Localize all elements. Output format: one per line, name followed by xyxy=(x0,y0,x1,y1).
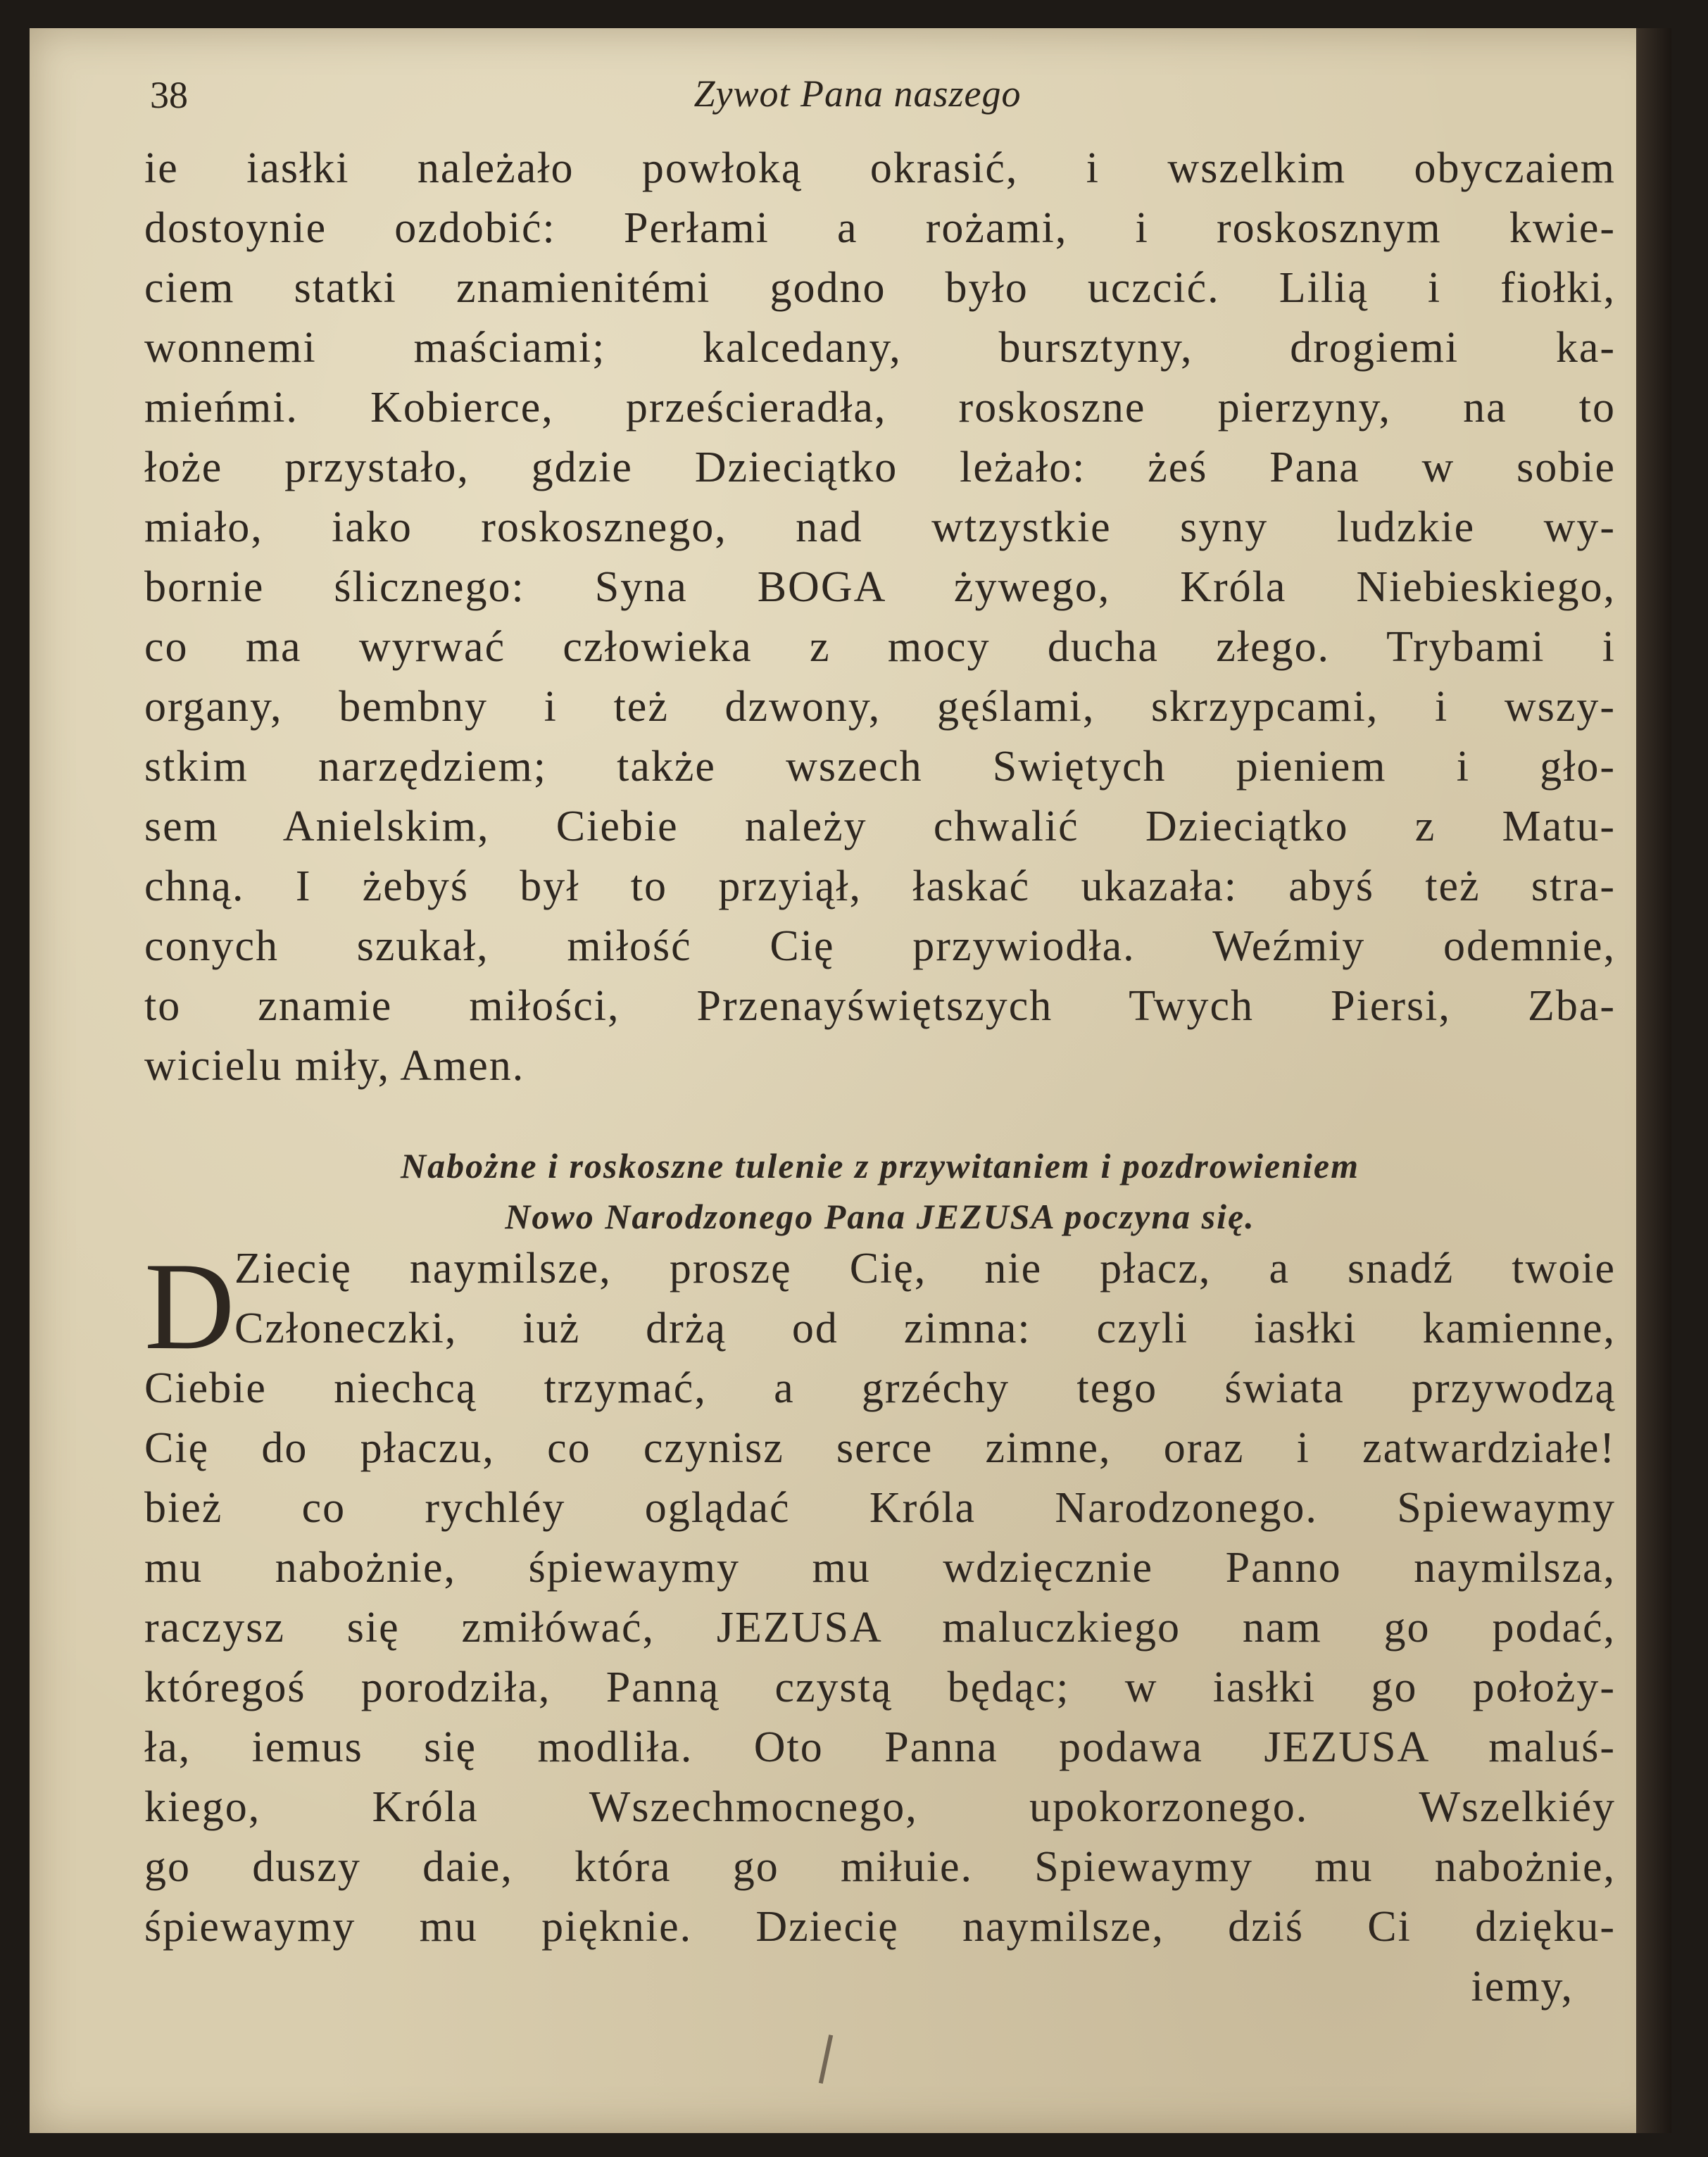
text-line: sem Anielskim, Ciebie należy chwalić Dzieciątko z Matu- xyxy=(144,803,1616,850)
text-line: organy, bembny i też dzwony, gęślami, skrzypcami, i wszy- xyxy=(144,683,1616,731)
text-line: wicielu miły, Amen. xyxy=(144,1042,525,1090)
text-line: mu nabożnie, śpiewaymy mu wdzięcznie Panno naymilsza, xyxy=(144,1544,1616,1592)
page-number: 38 xyxy=(150,74,188,116)
text-line: ie iasłki należało powłoką okrasić, i wszelkim obyczaiem xyxy=(144,144,1616,192)
text-line: łoże przystało, gdzie Dzieciątko leżało: żeś Pana w sobie xyxy=(144,444,1616,491)
text-line: ła, iemus się modliła. Oto Panna podawa JEZUSA maluś- xyxy=(144,1723,1616,1771)
text-line: to znamie miłości, Przenayświętszych Twych Piersi, Zba- xyxy=(144,982,1616,1030)
drop-cap: D xyxy=(144,1236,235,1376)
text-line: co ma wyrwać człowieka z mocy ducha złego. Trybami i xyxy=(144,623,1616,671)
heading-line: Nabożne i roskoszne tulenie z przywitaniem i pozdrowieniem xyxy=(401,1146,1360,1186)
catchword: iemy, xyxy=(1471,1963,1574,2011)
text-line: któregoś porodziła, Panną czystą będąc; w iasłki go położy- xyxy=(144,1664,1616,1711)
text-line: śpiewaymy mu pięknie. Dziecię naymilsze, dziś Ci dzięku- xyxy=(144,1903,1616,1951)
text-line: bież co rychléy oglądać Króla Narodzonego. Spiewaymy xyxy=(144,1484,1616,1532)
text-line: dostoynie ozdobić: Perłami a rożami, i roskosznym kwie- xyxy=(144,204,1616,252)
text-line: raczysz się zmiłówać, JEZUSA maluczkiego nam go podać, xyxy=(144,1604,1616,1652)
text-line: stkim narzędziem; także wszech Swiętych pieniem i gło- xyxy=(144,743,1616,791)
text-line: Ciebie niechcą trzymać, a grzéchy tego świata przywodzą xyxy=(144,1364,1616,1412)
text-line: chną. I żebyś był to przyiął, łaskać ukazała: abyś też stra- xyxy=(144,862,1616,910)
text-line: kiego, Króla Wszechmocnego, upokorzonego. Wszelkiéy xyxy=(144,1783,1616,1831)
text-line: mieńmi. Kobierce, prześcieradła, roskoszne pierzyny, na to xyxy=(144,384,1616,432)
text-line: bornie ślicznego: Syna BOGA żywego, Króla Niebieskiego, xyxy=(144,563,1616,611)
text-line: conych szukał, miłość Cię przywiodła. Weźmiy odemnie, xyxy=(144,922,1616,970)
book-spine xyxy=(1636,28,1671,2133)
section-heading xyxy=(144,1140,1616,1242)
text-line: Członeczki, iuż drżą od zimna: czyli iasłki kamienne, xyxy=(234,1304,1616,1352)
paragraph-2 xyxy=(144,1236,1616,2017)
heading-line: Nowo Narodzonego Pana JEZUSA poczyna się. xyxy=(505,1197,1255,1236)
text-line: Cię do płaczu, co czynisz serce zimne, oraz i zatwardziałe! xyxy=(144,1424,1616,1472)
text-line: wonnemi maściami; kalcedany, bursztyny, drogiemi ka- xyxy=(144,324,1616,372)
text-line: Ziecię naymilsze, proszę Cię, nie płacz, a snadź twoie xyxy=(234,1245,1616,1293)
running-title: Zywot Pana naszego xyxy=(693,73,1022,115)
text-line: ciem statki znamienitémi godno było uczcić. Lilią i fiołki, xyxy=(144,264,1616,312)
page-header xyxy=(118,68,1597,131)
paragraph-1 xyxy=(144,139,1616,1096)
text-line: miało, iako roskosznego, nad wtzystkie syny ludzkie wy- xyxy=(144,503,1616,551)
text-line: go duszy daie, która go miłuie. Spiewaymy mu nabożnie, xyxy=(144,1843,1616,1891)
